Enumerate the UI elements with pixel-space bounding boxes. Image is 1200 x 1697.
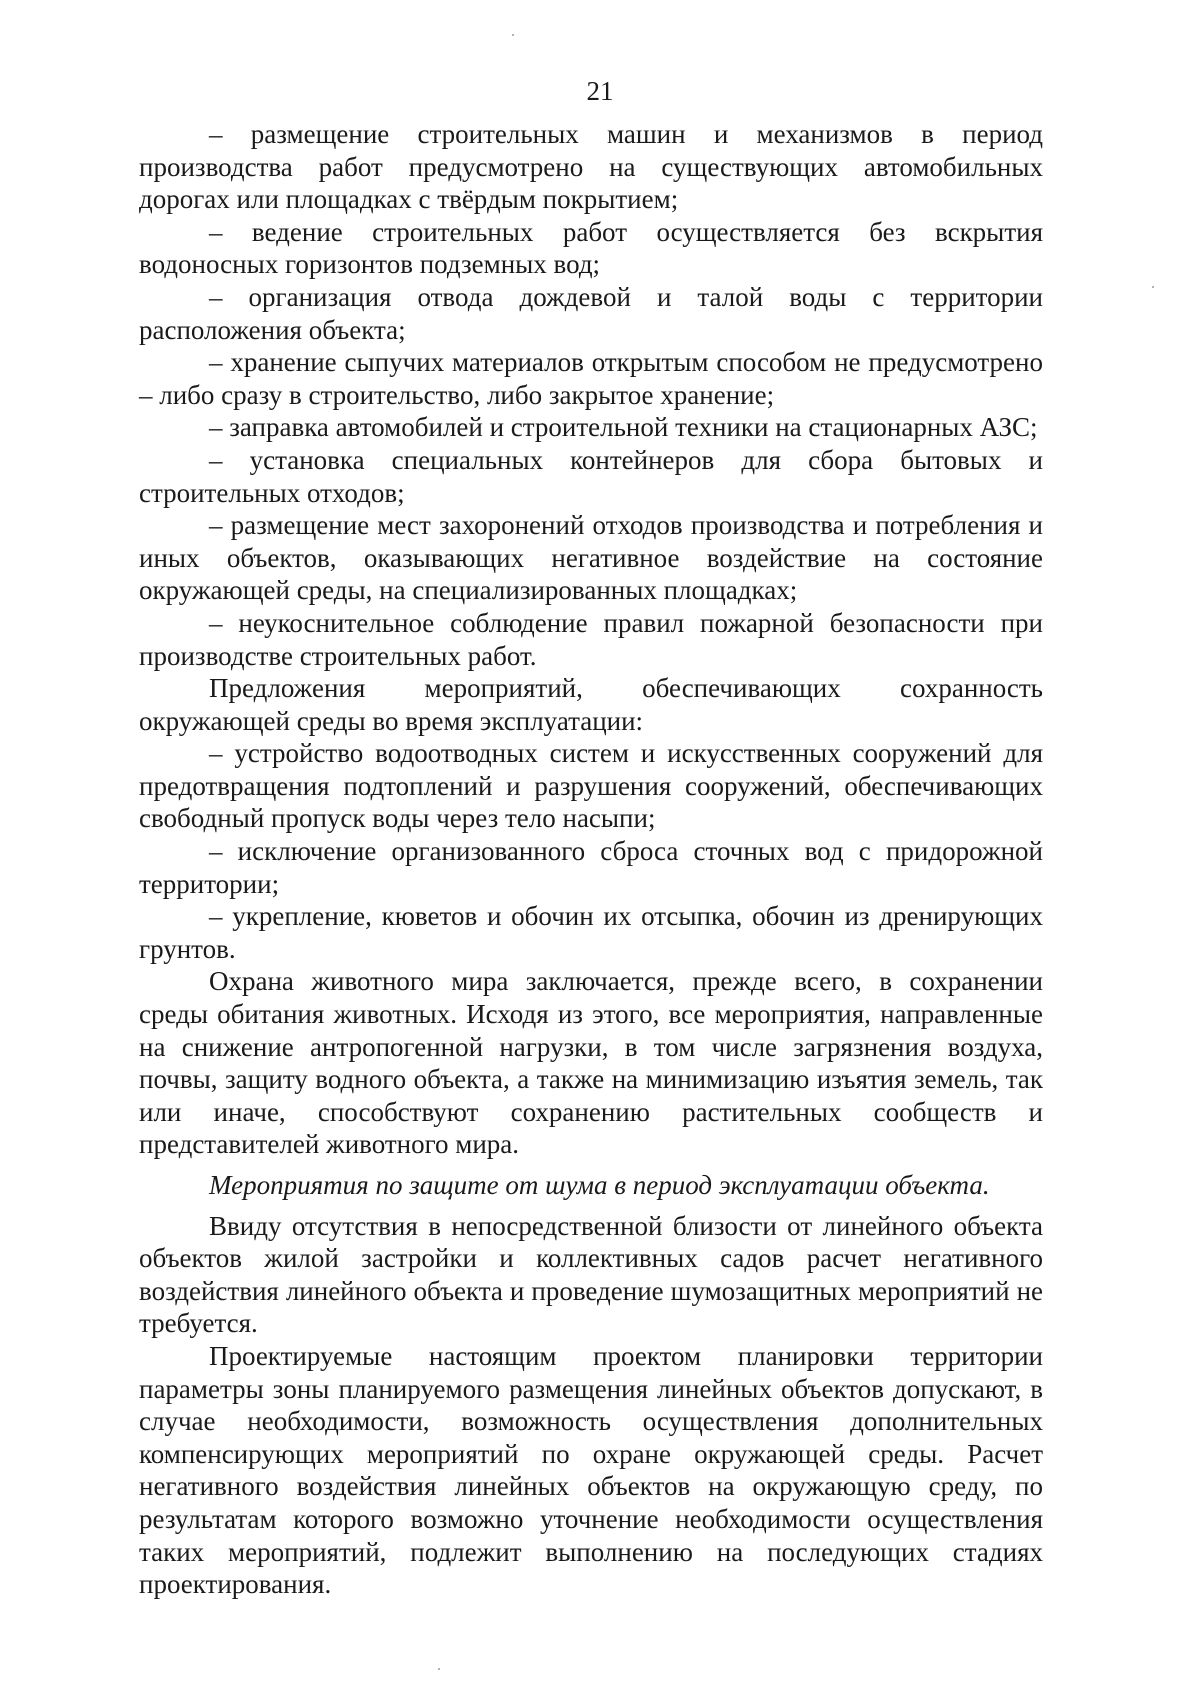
scan-speck xyxy=(1152,286,1154,288)
list-item-machinery: – размещение строительных машин и механизмов в период производства работ предусмотрено на существующих автомобильных дорогах или площадках с твёрдым покрытием; xyxy=(139,119,1043,215)
list-item-drainage: – организация отвода дождевой и талой воды с территории расположения объекта; xyxy=(139,281,1043,345)
list-item-aquifers: – ведение строительных работ осуществляется без вскрытия водоносных горизонтов подземных вод; xyxy=(139,216,1043,280)
page-body xyxy=(139,118,1043,1601)
list-item-water-drainage-systems: – устройство водоотводных систем и искусственных сооружений для предотвращения подтоплений и разрушения сооружений, обеспечивающих свободный пропуск воды через тело насыпи; xyxy=(139,738,1043,834)
list-item-waste-disposal: – размещение мест захоронений отходов производства и потребления и иных объектов, оказывающих негативное воздействие на состояние окружающей среды, на специализированных площадках; xyxy=(139,510,1043,606)
noise-heading: Мероприятия по защите от шума в период эксплуатации объекта. xyxy=(209,1170,990,1200)
scan-speck xyxy=(512,34,514,36)
list-item-fire-safety: – неукоснительное соблюдение правил пожарной безопасности при производстве строительных работ. xyxy=(139,607,1043,671)
page-number: 21 xyxy=(586,76,614,106)
list-item-reinforcement: – укрепление, кюветов и обочин их отсыпка, обочин из дренирующих грунтов. xyxy=(139,901,1043,964)
list-item-bulk-storage: – хранение сыпучих материалов открытым способом не предусмотрено – либо сразу в строительство, либо закрытое хранение; xyxy=(139,347,1043,410)
list-item-containers: – установка специальных контейнеров для сбора бытовых и строительных отходов; xyxy=(139,444,1043,508)
scan-speck xyxy=(438,1668,440,1670)
list-item-wastewater: – исключение организованного сброса сточных вод с придорожной территории; xyxy=(139,836,1043,899)
noise-paragraph: Ввиду отсутствия в непосредственной близости от линейного объекта объектов жилой застройки и коллективных садов расчет негативного воздействия линейного объекта и проведение шумозащитных мероприятий не требуется. xyxy=(139,1210,1043,1339)
fauna-paragraph: Охрана животного мира заключается, прежде всего, в сохранении среды обитания животных. Исходя из этого, все мероприятия, направленные на снижение антропогенной нагрузки, в том числе загрязнения воздуха, почвы, защиту водного объекта, а также на минимизацию изъятия земель, так или иначе, способствуют сохранению растительных сообществ и представителей животного мира. xyxy=(139,966,1043,1160)
final-paragraph: Проектируемые настоящим проектом планировки территории параметры зоны планируемого размещения линейных объектов допускают, в случае необходимости, возможность осуществления дополнительных компенсирующих мероприятий по охране окружающей среды. Расчет негативного воздействия линейных объектов на окружающую среду, по результатам которого возможно уточнение необходимости осуществления таких мероприятий, подлежит выполнению на последующих стадиях проектирования. xyxy=(139,1340,1043,1600)
list-item-refueling: – заправка автомобилей и строительной техники на стационарных АЗС; xyxy=(209,412,1038,443)
exploitation-intro: Предложения мероприятий, обеспечивающих сохранность окружающей среды во время эксплуатации: xyxy=(139,673,1043,736)
